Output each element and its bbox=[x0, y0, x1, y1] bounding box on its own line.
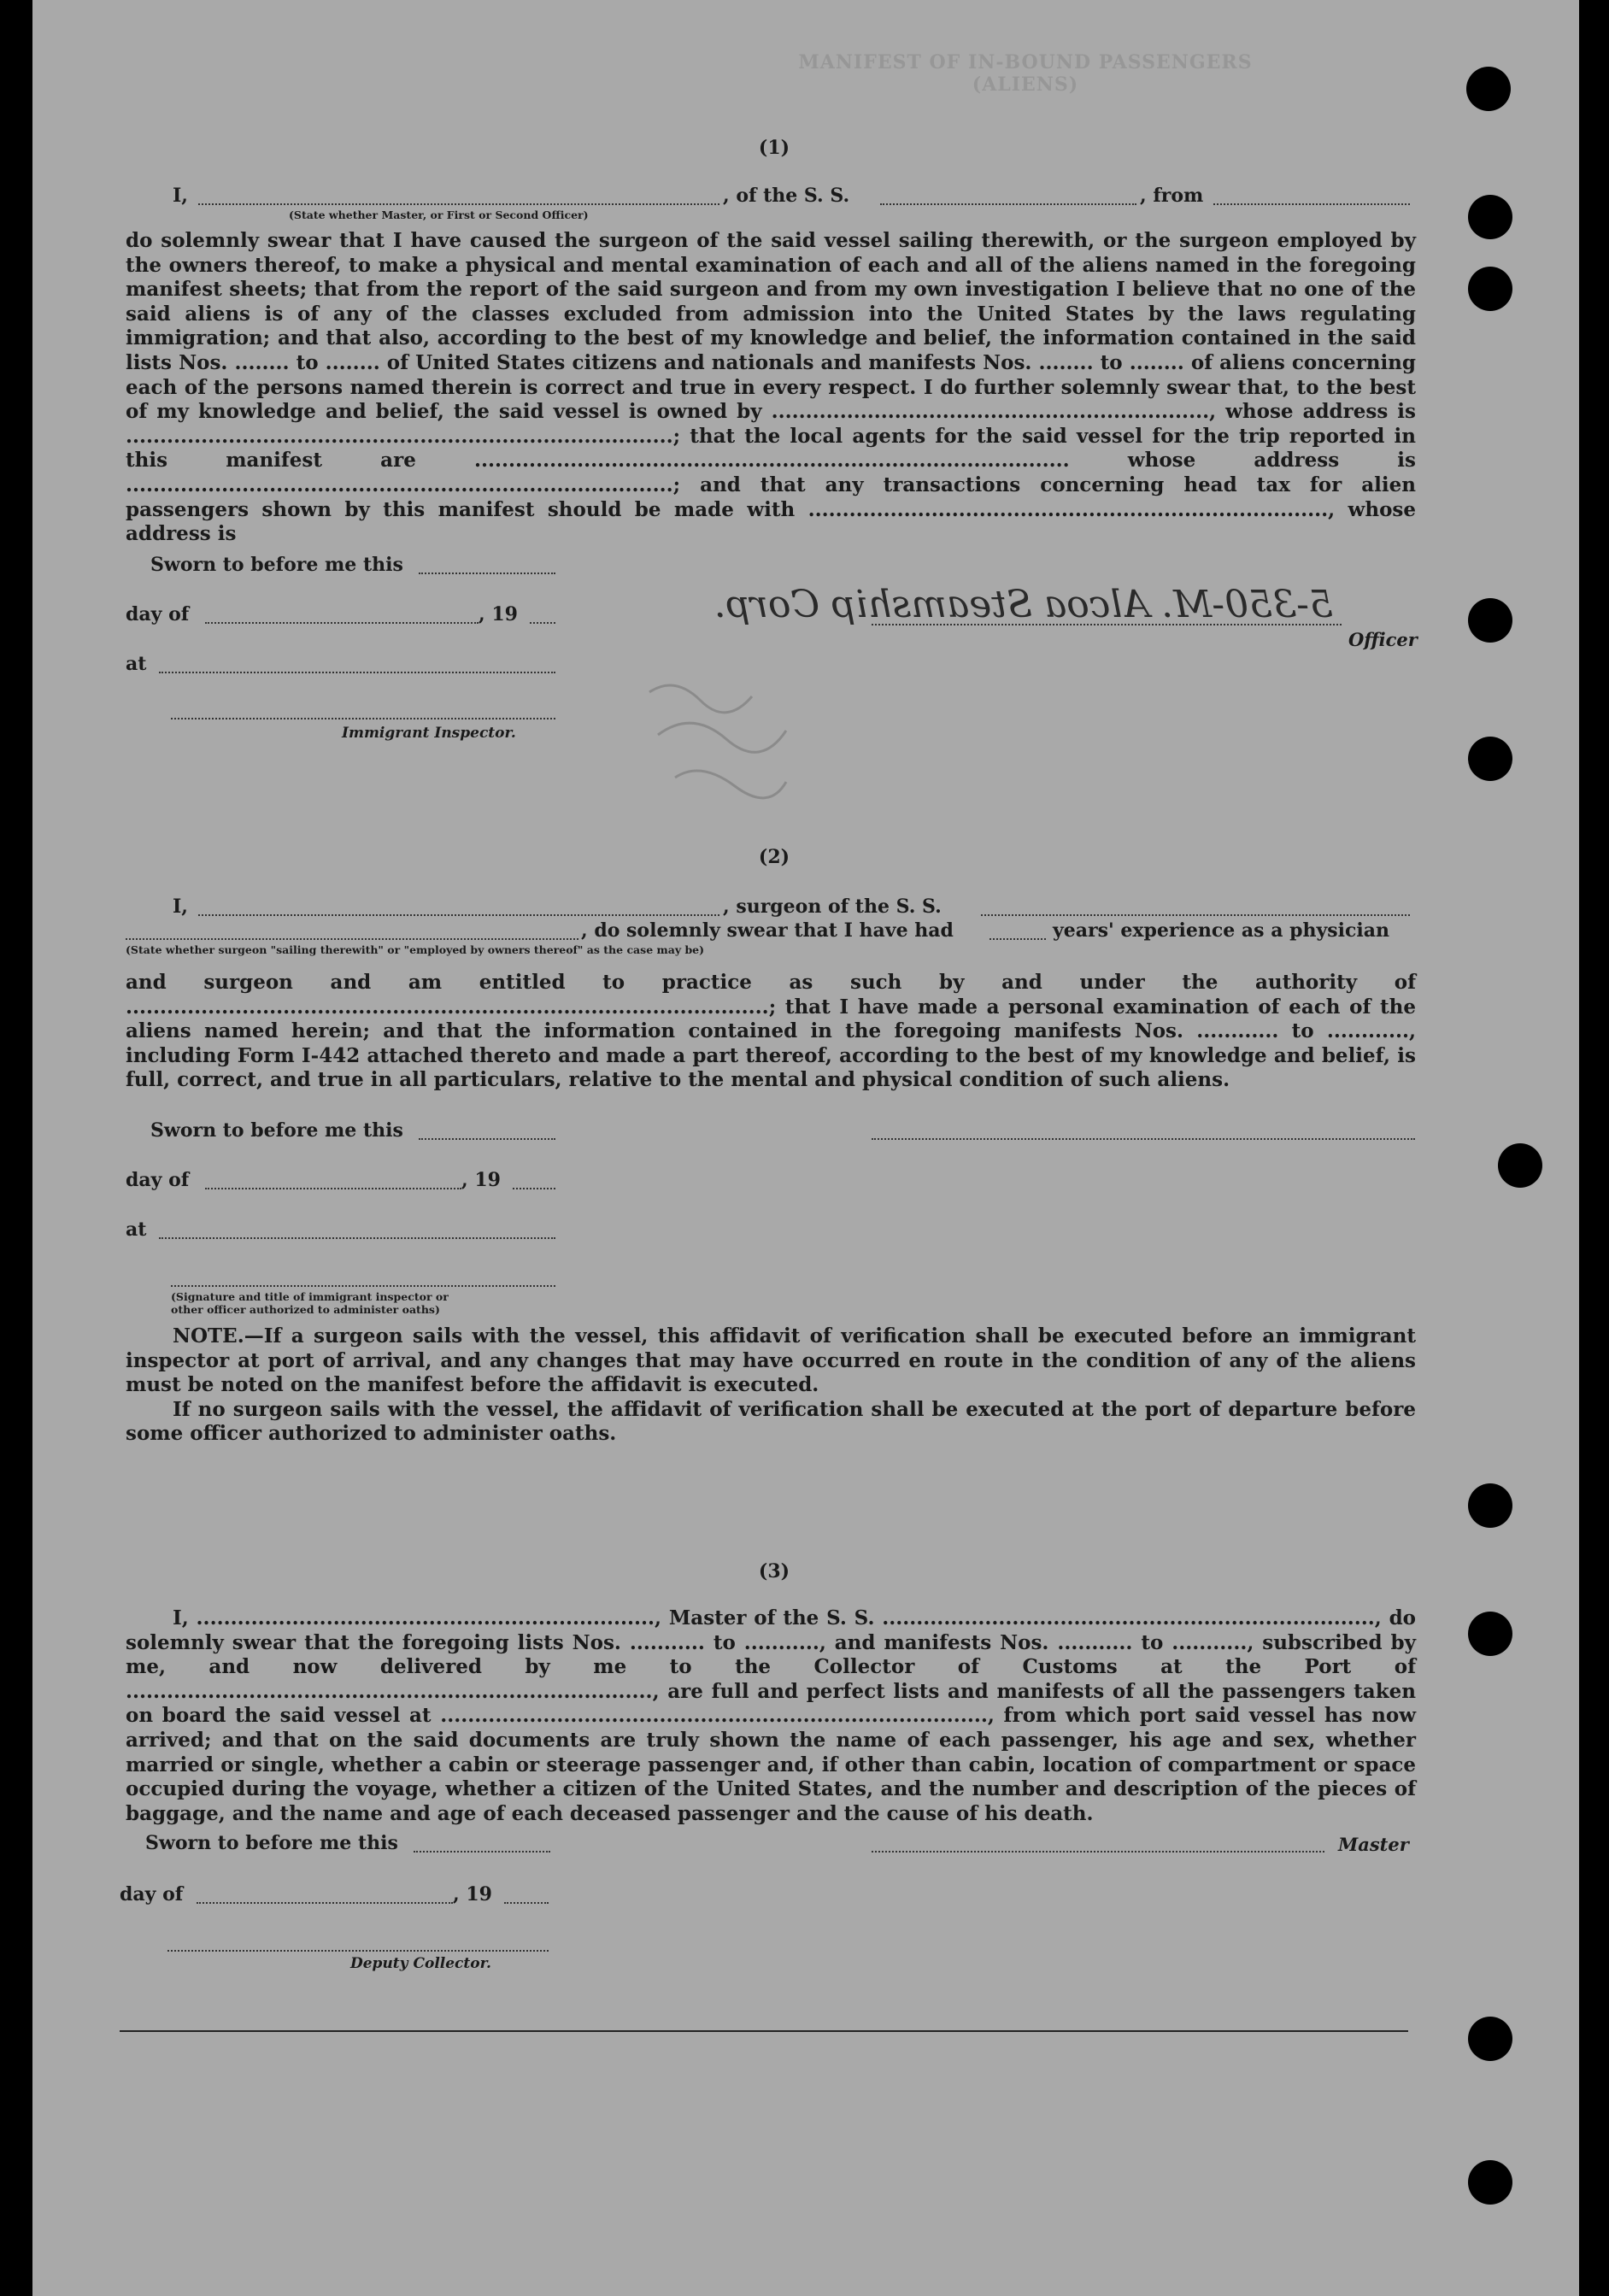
faint-annotation bbox=[641, 666, 863, 812]
section2-oath-text bbox=[126, 971, 1416, 1093]
section3-body: I, ..................................................................., Master of the S. S. ........................................................................, do solemnly swear that the foregoing lists Nos. ........... to ..........., and manifests Nos. ........... to ..........., subscribed by me, and now delivered by me to the Collector of Customs at the Port of ............................................................................., are full and perfect lists and manifests of all the passengers taken on board the said vessel at ................................................................................, from which port said vessel has now arrived; and that on the said documents are truly shown the name of each passenger, his age and sex, whether married or single, whether a cabin or steerage passenger and, if other than cabin, location of compartment or space occupied during the voyage, whether a citizen of the United States, and the number and description of the pieces of baggage, and the name and age of each deceased passenger and the cause of his death. bbox=[126, 1606, 1416, 1825]
section2-swear: , do solemnly swear that I have had bbox=[581, 919, 954, 942]
year-prefix: , 19 bbox=[453, 1883, 492, 1906]
sworn-label: Sworn to before me this bbox=[145, 1832, 398, 1854]
deputy-signature-line[interactable] bbox=[167, 1950, 549, 1952]
punch-hole bbox=[1498, 1143, 1542, 1188]
surgeon-vessel-field[interactable] bbox=[981, 914, 1410, 916]
section2-surgeon-of-ss: , surgeon of the S. S. bbox=[723, 895, 942, 918]
note-paragraph bbox=[126, 1324, 1416, 1447]
punch-hole bbox=[1468, 737, 1512, 781]
day-field[interactable] bbox=[197, 1902, 453, 1904]
surgeon-caption: (State whether surgeon "sailing therewith" or "employed by owners thereof" as the case may be) bbox=[126, 943, 705, 956]
master-label: Master bbox=[1338, 1834, 1409, 1855]
punch-hole bbox=[1468, 598, 1512, 643]
sworn-label: Sworn to before me this bbox=[150, 1119, 403, 1142]
master-caption: (State whether Master, or First or Second Officer) bbox=[289, 208, 589, 221]
bottom-rule bbox=[120, 2030, 1408, 2032]
punch-hole bbox=[1468, 2160, 1512, 2205]
day-of-label: day of bbox=[126, 603, 190, 625]
inspector-signature-line[interactable] bbox=[171, 1285, 555, 1287]
inspector-label: Immigrant Inspector. bbox=[342, 725, 516, 742]
at-field[interactable] bbox=[159, 1237, 555, 1239]
bleed-through-header: MANIFEST OF IN-BOUND PASSENGERS (ALIENS) bbox=[798, 51, 1253, 96]
signature-text: 5-350-M. Alcoa Steamship Corp. bbox=[713, 583, 1333, 626]
punch-hole bbox=[1468, 1483, 1512, 1528]
surgeon-signature-line[interactable] bbox=[872, 1138, 1415, 1140]
surgeon-name-field[interactable] bbox=[198, 914, 719, 916]
note2-text: If no surgeon sails with the vessel, the affidavit of verification shall be executed at the port of departure before some officer authorized to administer oaths. bbox=[126, 1397, 1416, 1446]
sworn-date-field[interactable] bbox=[419, 573, 555, 574]
section2-years: years' experience as a physician bbox=[1053, 919, 1390, 942]
punch-hole bbox=[1468, 2017, 1512, 2061]
at-label: at bbox=[126, 1218, 147, 1241]
section-number: (1) bbox=[758, 137, 790, 159]
sworn-date-field[interactable] bbox=[419, 1138, 555, 1140]
officer-label: Officer bbox=[1348, 629, 1418, 650]
punch-hole bbox=[1468, 195, 1512, 239]
sworn-date-field[interactable] bbox=[414, 1851, 550, 1853]
from-port-field[interactable] bbox=[1213, 203, 1410, 205]
signature-caption: (Signature and title of immigrant inspector or other officer authorized to administer oaths) bbox=[171, 1290, 449, 1316]
years-field[interactable] bbox=[989, 938, 1046, 940]
section2-i: I, bbox=[173, 895, 188, 918]
section1-from: , from bbox=[1140, 185, 1204, 207]
vessel-name-field[interactable] bbox=[880, 203, 1136, 205]
year-field[interactable] bbox=[504, 1902, 549, 1904]
section-number: (3) bbox=[758, 1560, 790, 1583]
section1-oath-text bbox=[126, 229, 1416, 547]
day-field[interactable] bbox=[205, 1188, 461, 1189]
section1-of-ss: , of the S. S. bbox=[723, 185, 850, 207]
inspector-signature-line[interactable] bbox=[171, 718, 555, 719]
punch-hole bbox=[1468, 267, 1512, 311]
sworn-label: Sworn to before me this bbox=[150, 554, 403, 576]
deputy-collector-label: Deputy Collector. bbox=[350, 1955, 491, 1972]
section3-oath-text bbox=[126, 1606, 1416, 1826]
note-text: —If a surgeon sails with the vessel, this affidavit of verification shall be executed before an immigrant inspector at port of arrival, and any changes that may have occurred en route in the condition of any of the aliens must be noted on the manifest before the affidavit is executed. bbox=[126, 1324, 1416, 1397]
handwritten-signature bbox=[410, 583, 1333, 634]
day-of-label: day of bbox=[120, 1883, 184, 1906]
year-prefix: , 19 bbox=[461, 1169, 501, 1191]
section1-i: I, bbox=[173, 185, 188, 207]
day-of-label: day of bbox=[126, 1169, 190, 1191]
section-number: (2) bbox=[758, 846, 790, 868]
punch-hole bbox=[1466, 67, 1511, 111]
year-prefix: , 19 bbox=[479, 603, 518, 625]
section2-body: and surgeon and am entitled to practice as such by and under the authority of ..............................................................................................; that I have made a personal examination of each of the aliens named herein; and that the information contained in the foregoing manifests Nos. ............ to ............, including Form I-442 attached thereto and made a part thereof, according to the best of my knowledge and belief, is full, correct, and true in all particulars, relative to the mental and physical condition of such aliens. bbox=[126, 971, 1416, 1092]
master-name-field[interactable] bbox=[198, 203, 719, 205]
at-field[interactable] bbox=[159, 672, 555, 673]
punch-hole bbox=[1468, 1612, 1512, 1656]
section1-body: do solemnly swear that I have caused the surgeon of the said vessel sailing therewith, or the surgeon employed by the owners thereof, to make a physical and mental examination of each and all of the aliens named in the foregoing manifest sheets; that from the report of the said surgeon and from my own investigation I believe that no one of the said aliens is of any of the classes excluded from admission into the United States by the laws regulating immigration; and that also, according to the best of my knowledge and belief, the information contained in the said lists Nos. ........ to ........ of United States citizens and nationals and manifests Nos. ........ to ........ of aliens concerning each of the persons named therein is correct and true in every respect. I do further solemnly swear that, to the best of my knowledge and belief, the said vessel is owned by ................................................................, whose address is ................................................................................; that the local agents for the said vessel for the trip reported in this manifest are ....................................................................................... whose address is ................................................................................; and that any transactions concerning head tax for alien passengers shown by this manifest should be made with ............................................................................, whose address is bbox=[126, 229, 1416, 546]
note-label: NOTE. bbox=[173, 1324, 244, 1348]
at-label: at bbox=[126, 653, 147, 675]
year-field[interactable] bbox=[513, 1188, 555, 1189]
surgeon-type-field[interactable] bbox=[126, 938, 578, 940]
master-signature-line[interactable] bbox=[872, 1851, 1324, 1853]
